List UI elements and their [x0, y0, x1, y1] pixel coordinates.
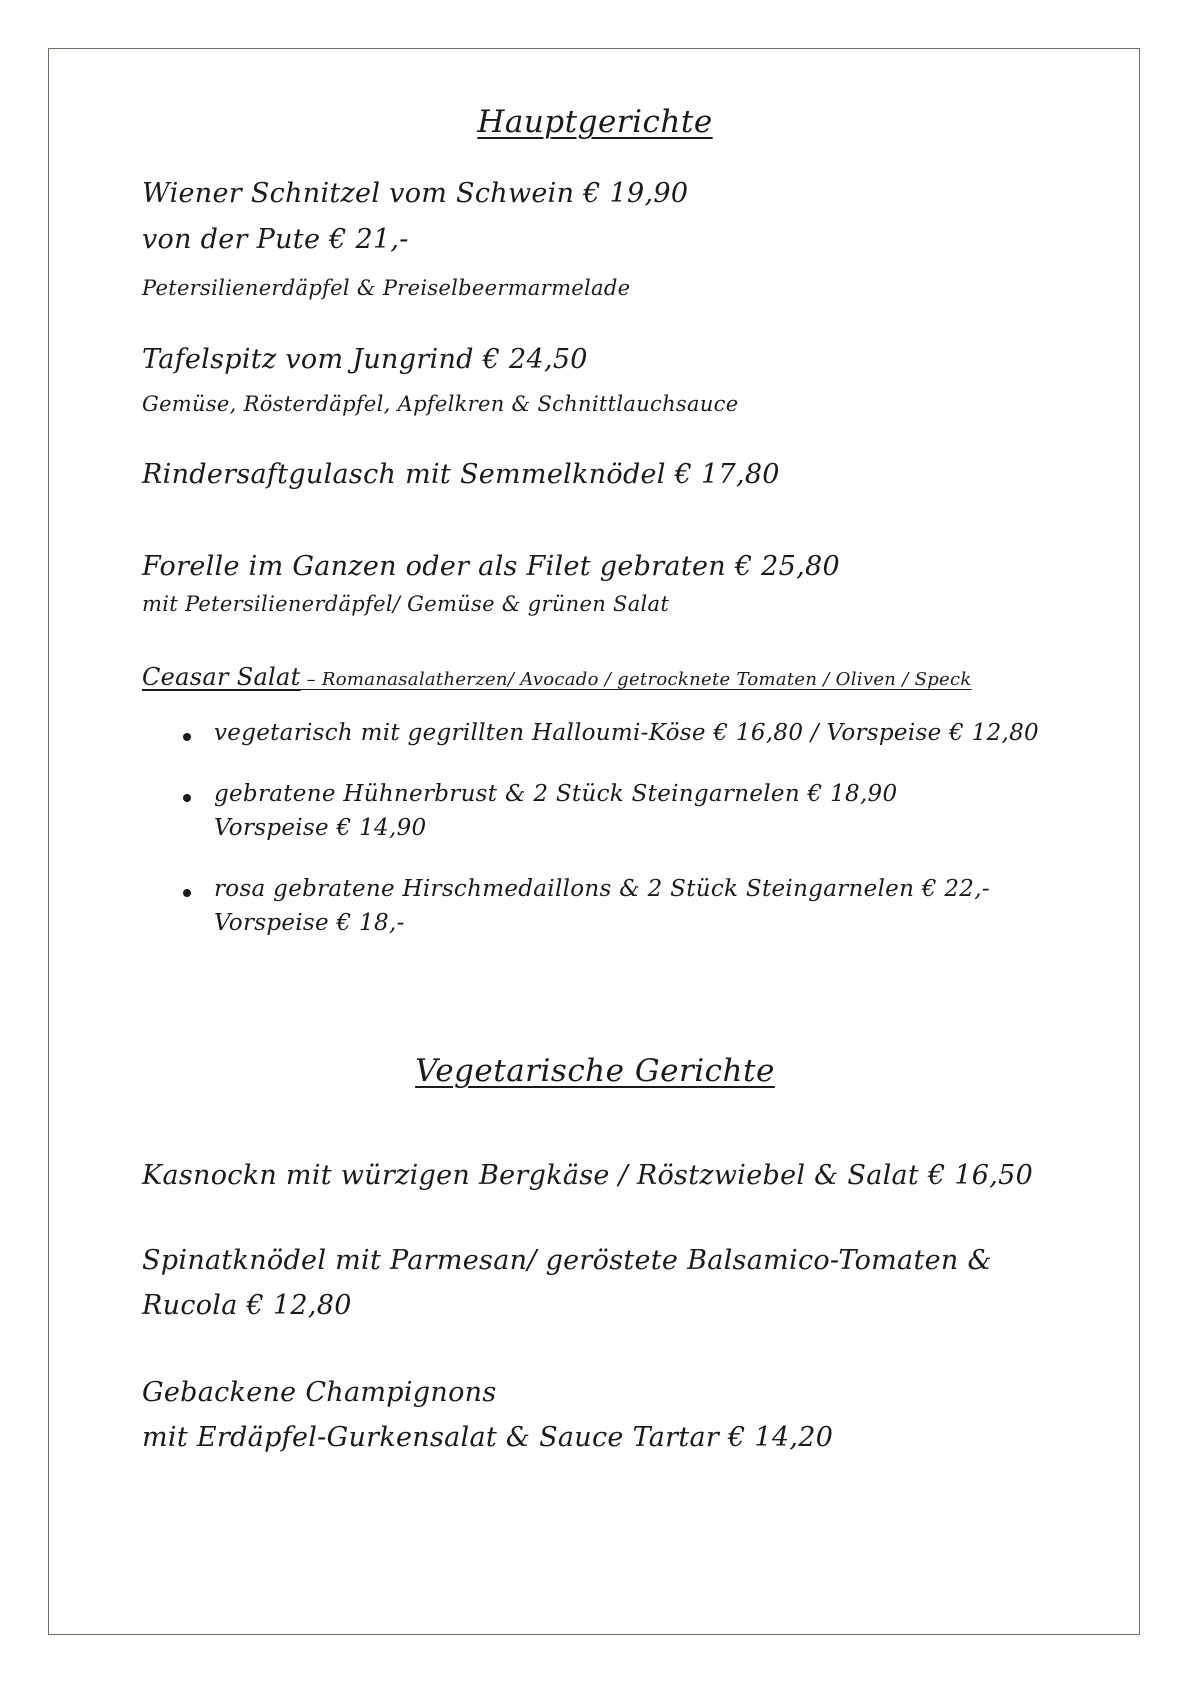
forelle-line: Forelle im Ganzen oder als Filet gebraten € 25,80	[142, 551, 840, 582]
ceasar-option-huehnerbrust-vorspeise: Vorspeise € 14,90	[214, 815, 427, 841]
champignons-side: mit Erdäpfel-Gurkensalat & Sauce Tartar € 14,20	[142, 1422, 834, 1453]
spinatknoedel-rucola-line: Rucola € 12,80	[142, 1290, 352, 1321]
ceasar-salat-title: Ceasar Salat	[142, 663, 301, 691]
bullet-icon	[183, 733, 191, 741]
gulasch-line: Rindersaftgulasch mit Semmelknödel € 17,80	[142, 459, 780, 490]
spinatknoedel-line: Spinatknödel mit Parmesan/ geröstete Balsamico-Tomaten &	[142, 1245, 992, 1276]
tafelspitz-line: Tafelspitz vom Jungrind € 24,50	[142, 344, 588, 375]
forelle-side: mit Petersilienerdäpfel/ Gemüse & grünen Salat	[142, 592, 670, 616]
vegetarisch-heading: Vegetarische Gerichte	[415, 1053, 775, 1089]
bullet-icon	[183, 794, 191, 802]
champignons-line: Gebackene Champignons	[142, 1377, 497, 1408]
kasnockn-line: Kasnockn mit würzigen Bergkäse / Röstzwiebel & Salat € 16,50	[142, 1160, 1034, 1191]
schnitzel-pute-line: von der Pute € 21,-	[142, 224, 409, 255]
ceasar-option-hirsch: rosa gebratene Hirschmedaillons & 2 Stück Steingarnelen € 22,-	[214, 876, 990, 902]
ceasar-option-huehnerbrust: gebratene Hühnerbrust & 2 Stück Steingarnelen € 18,90	[214, 781, 898, 807]
hauptgerichte-heading: Hauptgerichte	[477, 104, 713, 140]
schnitzel-line: Wiener Schnitzel vom Schwein € 19,90	[142, 178, 689, 209]
bullet-icon	[183, 889, 191, 897]
ceasar-option-halloumi: vegetarisch mit gegrillten Halloumi-Köse € 16,80 / Vorspeise € 12,80	[214, 720, 1039, 746]
ceasar-salat-description: – Romanasalatherzen/ Avocado / getrocknete Tomaten / Oliven / Speck	[300, 669, 972, 690]
ceasar-salat-line	[142, 663, 972, 691]
schnitzel-side: Petersilienerdäpfel & Preiselbeermarmelade	[142, 276, 631, 300]
tafelspitz-side: Gemüse, Rösterdäpfel, Apfelkren & Schnittlauchsauce	[142, 392, 739, 416]
ceasar-option-hirsch-vorspeise: Vorspeise € 18,-	[214, 910, 405, 936]
